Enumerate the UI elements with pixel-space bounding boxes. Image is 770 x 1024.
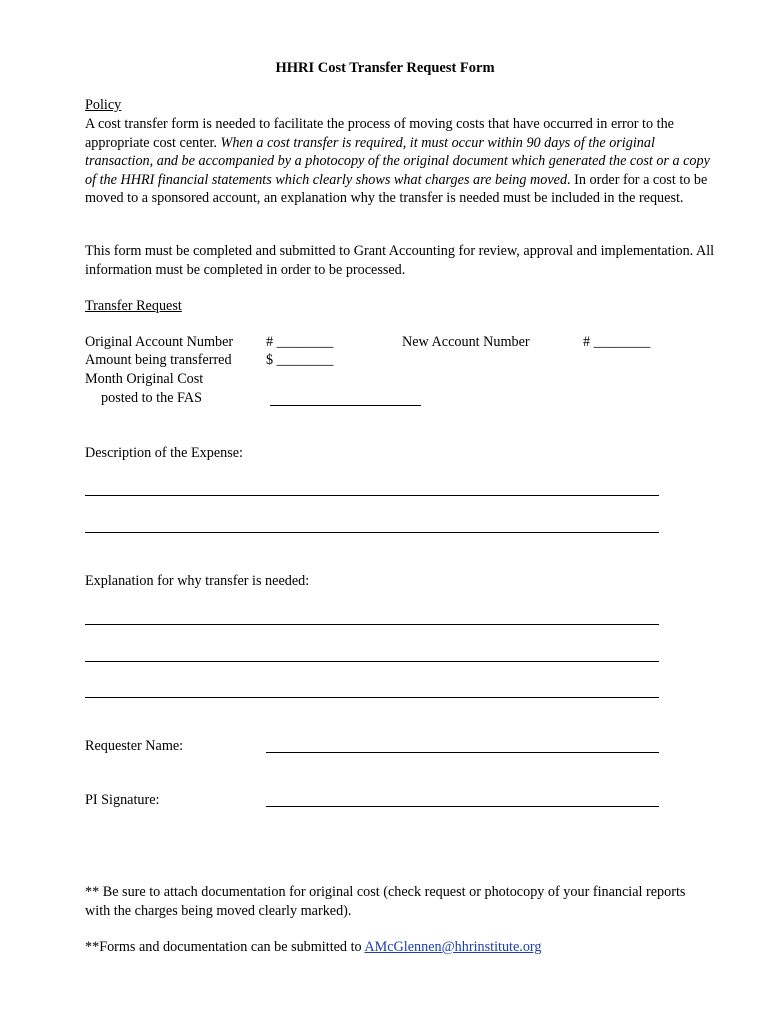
amount-field[interactable]: $ ________ <box>266 352 334 368</box>
month-cost-label-continued: posted to the FAS <box>101 390 203 406</box>
original-account-field[interactable]: # ________ <box>266 334 334 350</box>
new-account-label: New Account Number <box>402 334 530 350</box>
month-posted-field[interactable] <box>270 405 421 406</box>
requester-name-field[interactable] <box>266 752 659 753</box>
pi-signature-field[interactable] <box>266 806 659 807</box>
submit-note-text: **Forms and documentation can be submitted to <box>85 939 365 955</box>
explanation-line[interactable] <box>85 697 659 698</box>
transfer-request-heading: Transfer Request <box>85 298 182 314</box>
new-account-field[interactable]: # ________ <box>583 334 651 350</box>
explanation-line[interactable] <box>85 624 659 625</box>
policy-italic-text: When a cost transfer is required, it must occur within 90 days of the original transaction, and be accompanied by a photocopy of the original document which generated the cost or a copy of the HHRI financial statements which clearly shows what charges are being moved <box>85 134 710 188</box>
policy-text: A cost transfer form is needed to facilitate the process of moving costs that have occurred in error to the appropriate cost center. <box>85 116 674 151</box>
attach-note: ** Be sure to attach documentation for original cost (check request or photocopy of your financial reports with the charges being moved clearly marked). <box>85 884 686 919</box>
submit-note <box>85 938 542 957</box>
policy-paragraph <box>85 115 720 208</box>
amount-label: Amount being transferred <box>85 352 232 368</box>
original-account-label: Original Account Number <box>85 334 234 350</box>
description-line[interactable] <box>85 532 659 533</box>
page-title: HHRI Cost Transfer Request Form <box>275 60 495 76</box>
month-cost-label: Month Original Cost <box>85 371 204 387</box>
explanation-label: Explanation for why transfer is needed: <box>85 573 310 589</box>
email-link[interactable]: AMcGlennen@hhrinstitute.org <box>364 939 542 955</box>
description-label: Description of the Expense: <box>85 445 243 461</box>
explanation-line[interactable] <box>85 661 659 662</box>
pi-signature-label: PI Signature: <box>85 792 160 808</box>
policy-text-continued: . In order for a cost to be moved to a sponsored account, an explanation why the transfer is needed must be included in the request. <box>85 171 708 206</box>
instructions-paragraph: This form must be completed and submitted to Grant Accounting for review, approval and implementation. All information must be completed in order to be processed. <box>85 243 715 278</box>
requester-name-label: Requester Name: <box>85 738 184 754</box>
policy-heading: Policy <box>85 97 122 113</box>
description-line[interactable] <box>85 495 659 496</box>
